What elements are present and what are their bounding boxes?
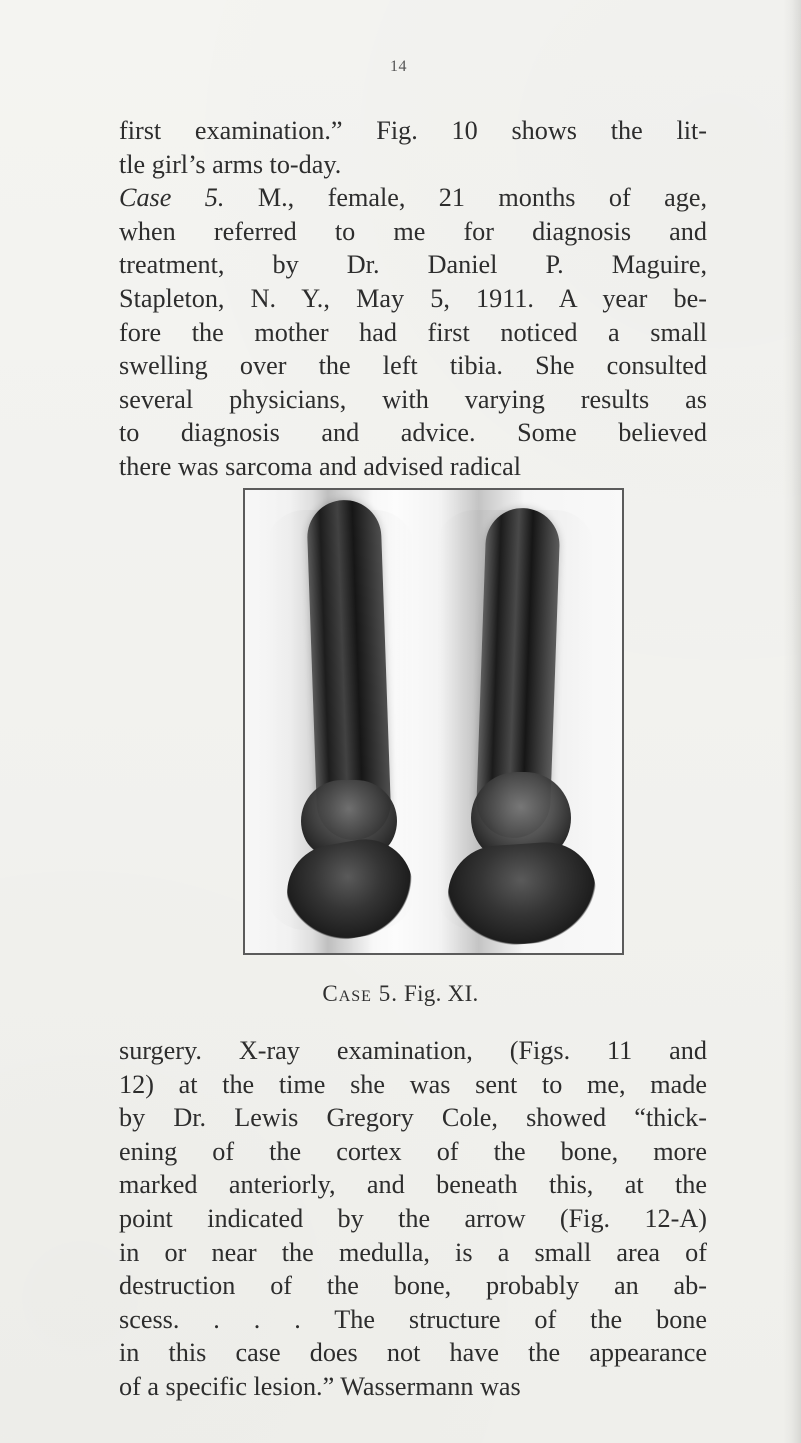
case-label: Case 5. — [119, 183, 225, 213]
text-line: swelling over the left tibia. She consulted — [119, 351, 707, 381]
text-line: fore the mother had first noticed a small — [119, 317, 707, 347]
text-line: in or near the medulla, is a small area of — [119, 1237, 707, 1267]
case-text-rest: M., female, 21 months of age, — [224, 183, 708, 213]
bottom-paragraph-block — [119, 1034, 707, 1404]
text-line: when referred to me for diagnosis and — [119, 216, 707, 246]
page-edge-shadow — [783, 0, 801, 1443]
text-line: scess. . . . The structure of the bone — [119, 1304, 707, 1334]
text-line: of a specific lesion.” Wassermann was — [119, 1371, 521, 1401]
text-line: first examination.” Fig. 10 shows the lit- — [119, 116, 707, 145]
text-line: point indicated by the arrow (Fig. 12-A) — [119, 1203, 707, 1233]
text-line: Stapleton, N. Y., May 5, 1911. A year be- — [119, 283, 707, 313]
text-line: by Dr. Lewis Gregory Cole, showed “thick- — [119, 1103, 707, 1133]
text-line: treatment, by Dr. Daniel P. Maguire, — [119, 250, 707, 280]
text-line: to diagnosis and advice. Some believed — [119, 418, 707, 448]
text-line: there was sarcoma and advised radical — [119, 451, 522, 481]
text-line: marked anteriorly, and beneath this, at the — [119, 1170, 707, 1200]
xray-figure — [243, 488, 624, 955]
figure-caption-prefix: Case 5. — [322, 981, 398, 1006]
top-paragraph-block — [119, 114, 707, 484]
text-line: in this case does not have the appearance — [119, 1338, 707, 1368]
page-number: 14 — [390, 58, 407, 75]
text-line: 12) at the time she was sent to me, made — [119, 1069, 707, 1099]
text-line: several physicians, with varying results as — [119, 384, 707, 414]
figure-caption — [0, 981, 801, 1007]
text-line: tle girl’s arms to-day. — [119, 149, 342, 179]
figure-caption-suffix: Fig. XI. — [397, 981, 479, 1006]
text-line-case-heading — [119, 181, 707, 215]
text-line: destruction of the bone, probably an ab- — [119, 1271, 707, 1301]
text-line: ening of the cortex of the bone, more — [119, 1136, 707, 1166]
text-line: surgery. X-ray examination, (Figs. 11 and — [119, 1036, 707, 1065]
